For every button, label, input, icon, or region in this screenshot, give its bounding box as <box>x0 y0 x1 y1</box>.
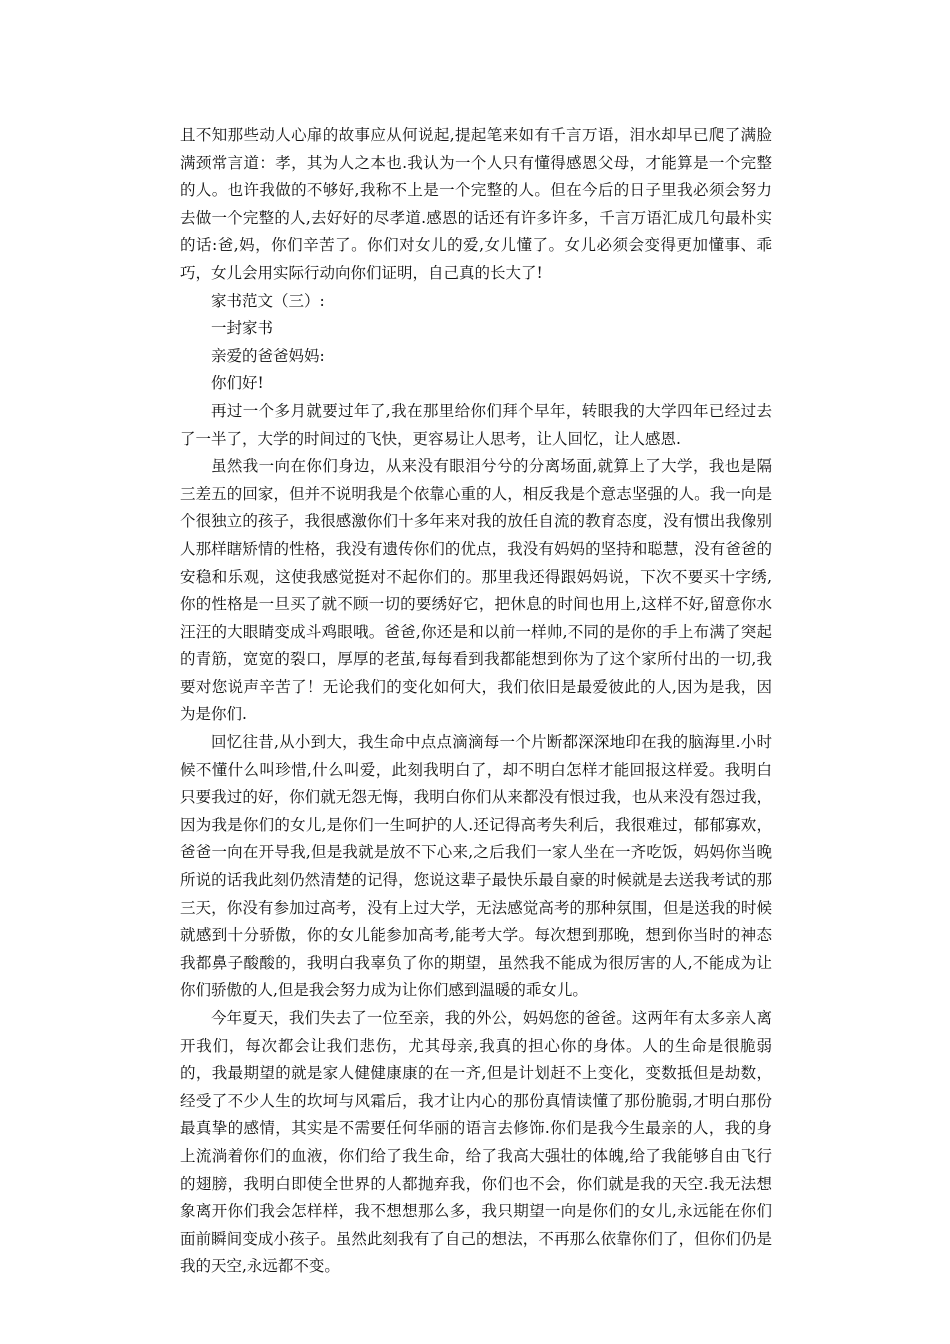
paragraph-body: 回忆往昔,从小到大，我生命中点点滴滴每一个片断都深深地印在我的脑海里.小时候不懂什么叫珍惜,什么叫爱，此刻我明白了，却不明白怎样才能回报这样爱。我明白只要我过的好，你们就无怨无悔，我明白你们从来都没有恨过我，也从来没有怨过我，因为我是你们的女儿,是你们一生呵护的人.还记得高考失利后，我很难过，郁郁寡欢，爸爸一向在开导我,但是我就是放不下心来,之后我们一家人坐在一齐吃饭，妈妈你当晚所说的话我此刻仍然清楚的记得，您说这辈子最快乐最自豪的时候就是去送我考试的那三天，你没有参加过高考，没有上过大学，无法感觉高考的那种氛围，但是送我的时候就感到十分骄傲，你的女儿能参加高考,能考大学。每次想到那晚，想到你当时的神态我都鼻子酸酸的，我明白我辜负了你的期望，虽然我不能成为很厉害的人,不能成为让你们骄傲的人,但是我会努力成为让你们感到温暖的乖女儿。 <box>180 733 772 1000</box>
paragraph-body: 今年夏天，我们失去了一位至亲，我的外公，妈妈您的爸爸。这两年有太多亲人离开我们，每次都会让我们悲伤，尤其母亲,我真的担心你的身体。人的生命是很脆弱的，我最期望的就是家人健健康康的在一齐,但是计划赶不上变化，变数抵但是劫数，经受了不少人生的坎坷与风霜后，我才让内心的那份真情读懂了那份脆弱,才明白那份最真挚的感情，其实是不需要任何华丽的语言去修饰.你们是我今生最亲的人，我的身上流淌着你们的血液，你们给了我生命，给了我高大强壮的体魄,给了我能够自由飞行的翅膀，我明白即使全世界的人都抛弃我，你们也不会，你们就是我的天空.我无法想象离开你们我会怎样样，我不想想那么多，我只期望一向是你们的女儿,永远能在你们面前瞬间变成小孩子。虽然此刻我有了自己的想法，不再那么依靠你们了，但你们仍是我的天空,永远都不变。 <box>180 1009 772 1276</box>
paragraph-greeting: 你们好! <box>211 374 264 393</box>
paragraph-body: 虽然我一向在你们身边，从来没有眼泪兮兮的分离场面,就算上了大学，我也是隔三差五的回家，但并不说明我是个依靠心重的人，相反我是个意志坚强的人。我一向是个很独立的孩子，我很感激你们十多年来对我的放任自流的教育态度，没有惯出我像别人那样瞎矫情的性格，我没有遗传你们的优点，我没有妈妈的坚持和聪慧，没有爸爸的安稳和乐观，这使我感觉挺对不起你们的。那里我还得跟妈妈说，下次不要买十字绣,你的性格是一旦买了就不顾一切的要绣好它，把休息的时间也用上,这样不好,留意你水汪汪的大眼睛变成斗鸡眼哦。爸爸,你还是和以前一样帅,不同的是你的手上布满了突起的青筋，宽宽的裂口，厚厚的老茧,每每看到我都能想到你为了这个家所付出的一切,我要对您说声辛苦了！无论我们的变化如何大，我们依旧是最爱彼此的人,因为是我，因为是你们. <box>180 457 772 724</box>
paragraph-body: 再过一个多月就要过年了,我在那里给你们拜个早年，转眼我的大学四年已经过去了一半了，大学的时间过的飞快，更容易让人思考，让人回忆，让人感恩. <box>180 401 772 448</box>
paragraph-heading-sample-three: 家书范文（三）: <box>211 291 325 310</box>
paragraph-letter-title: 一封家书 <box>211 319 274 338</box>
document-page <box>180 122 772 1281</box>
paragraph-salutation: 亲爱的爸爸妈妈: <box>211 346 325 365</box>
paragraph-opening: 且不知那些动人心扉的故事应从何说起,提起笔来如有千言万语，泪水却早已爬了满脸满颈常言道：孝，其为人之本也.我认为一个人只有懂得感恩父母，才能算是一个完整的人。也许我做的不够好,我称不上是一个完整的人。但在今后的日子里我必须会努力去做一个完整的人,去好好的尽孝道.感恩的话还有许多许多，千言万语汇成几句最朴实的话:爸,妈，你们辛苦了。你们对女儿的爱,女儿懂了。女儿必须会变得更加懂事、乖巧，女儿会用实际行动向你们证明，自己真的长大了! <box>180 126 772 282</box>
